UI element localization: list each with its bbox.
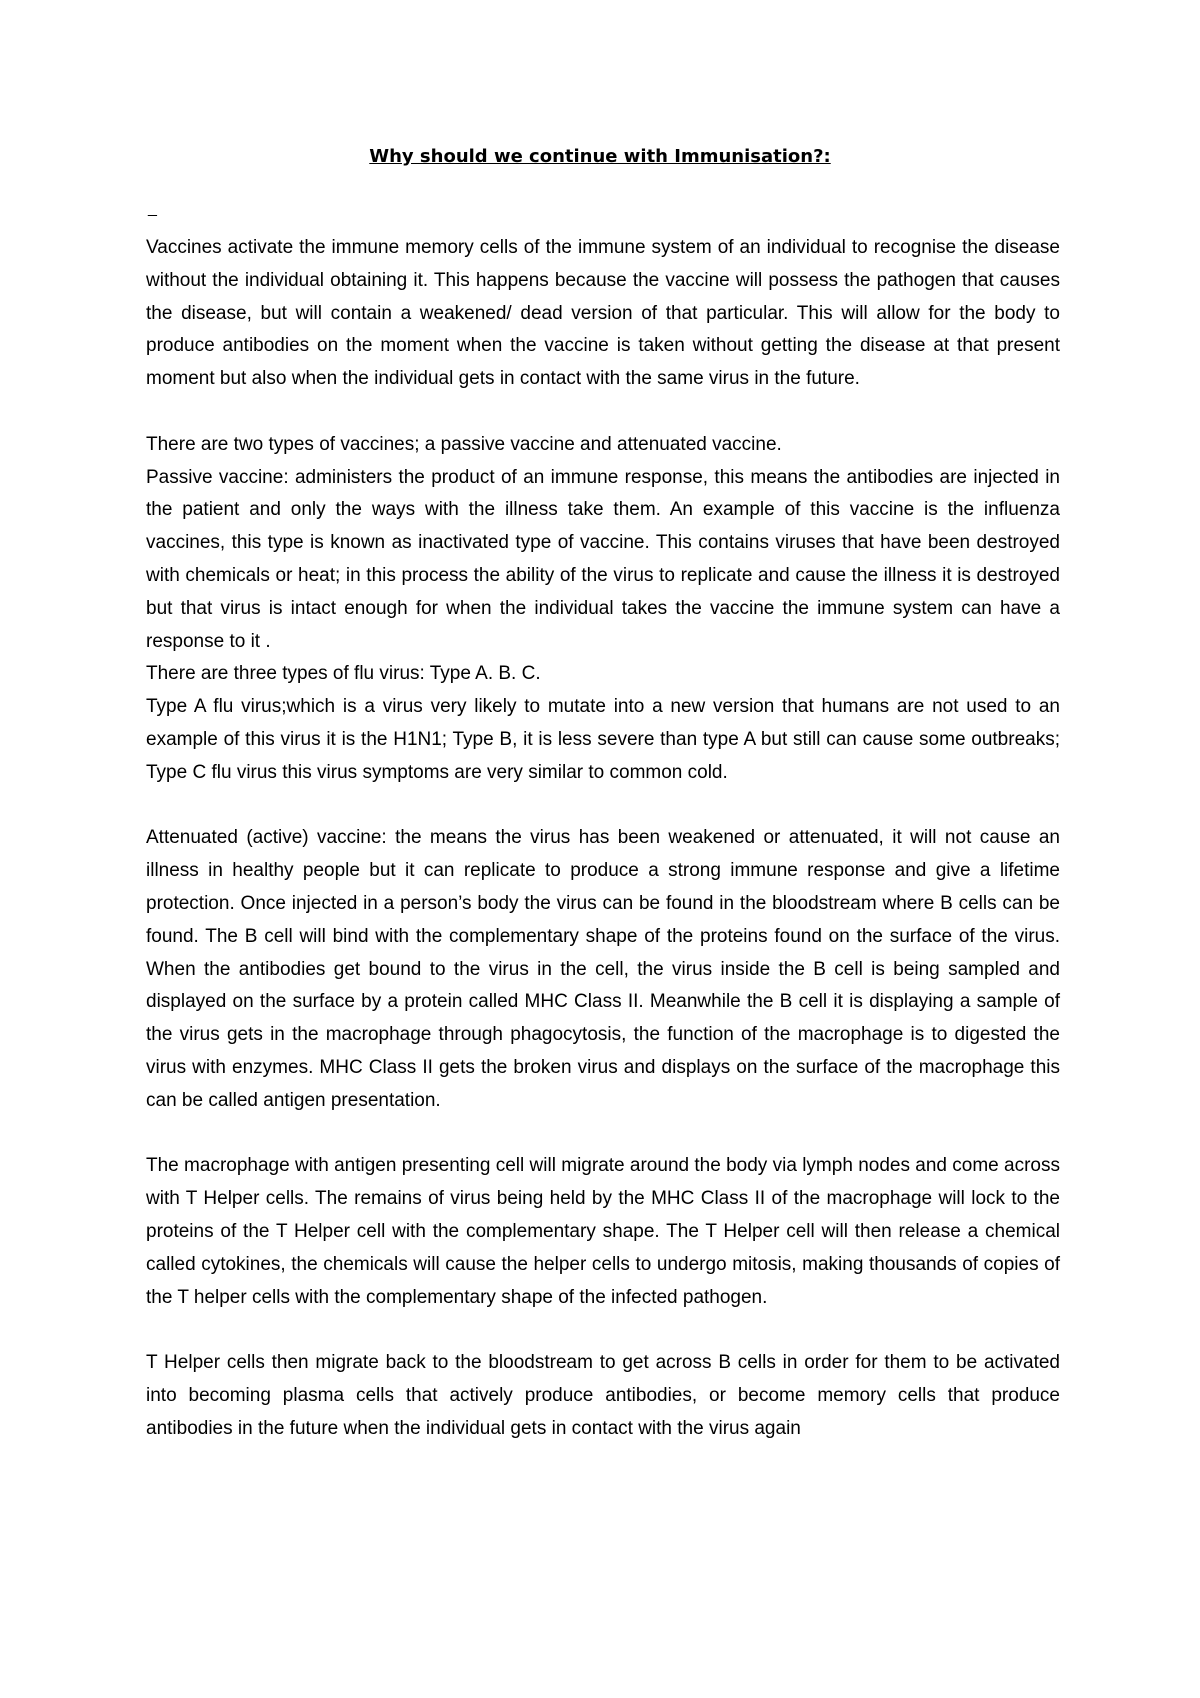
paragraph-gap xyxy=(146,1118,1060,1151)
paragraph-passive-vaccine: Passive vaccine: administers the product of an immune response, this means the antibodies are injected in the patient and only the ways with the illness take them. An example of this vaccine is the influenza vaccines, this type is known as inactivated type of vaccine. This contains viruses that have been destroyed with chemicals or heat; in this process the ability of the virus to replicate and cause the illness it is destroyed but that virus is intact enough for when the individual takes the vaccine the immune system can have a response to it . xyxy=(146,466,1060,652)
paragraph-gap xyxy=(146,790,1060,823)
paragraph-gap xyxy=(146,396,1060,429)
paragraph-attenuated-vaccine: Attenuated (active) vaccine: the means the virus has been weakened or attenuated, it will not cause an illness in healthy people but it can replicate to produce a strong immune response and give a lifetime protection. Once injected in a person’s body the virus can be found in the bloodstream where B cells can be found. The B cell will bind with the complementary shape of the proteins found on the surface of the virus. When the antibodies get bound to the virus in the cell, the virus inside the B cell is being sampled and displayed on the surface by a protein called MHC Class II. Meanwhile the B cell it is displaying a sample of the virus gets in the macrophage through phagocytosis, the function of the macrophage is to digested the virus with enzymes. MHC Class II gets the broken virus and displays on the surface of the macrophage this can be called antigen presentation. xyxy=(146,827,1060,1111)
paragraph-vaccine-types: There are two types of vaccines; a passive vaccine and attenuated vaccine. xyxy=(146,433,782,455)
document-title: Why should we continue with Immunisation?: xyxy=(369,146,831,167)
paragraph-gap xyxy=(146,1314,1060,1347)
document-body xyxy=(146,232,1060,1445)
paragraph-macrophage: The macrophage with antigen presenting cell will migrate around the body via lymph nodes and come across with T Helper cells. The remains of virus being held by the MHC Class II of the macrophage will lock to the proteins of the T Helper cell with the complementary shape. The T Helper cell will then release a chemical called cytokines, the chemicals will cause the helper cells to undergo mitosis, making thousands of copies of the T helper cells with the complementary shape of the infected pathogen. xyxy=(146,1155,1060,1308)
paragraph-t-helper: T Helper cells then migrate back to the bloodstream to get across B cells in order for them to be activated into becoming plasma cells that actively produce antibodies, or become memory cells that produce antibodies in the future when the individual gets in contact with the virus again xyxy=(146,1352,1060,1439)
paragraph-flu-types: There are three types of flu virus: Type A. B. C. xyxy=(146,663,541,685)
paragraph-vaccines-intro: Vaccines activate the immune memory cells of the immune system of an individual to recognise the disease without the individual obtaining it. This happens because the vaccine will possess the pathogen that causes the disease, but will contain a weakened/ dead version of that particular. This will allow for the body to produce antibodies on the moment when the vaccine is taken without getting the disease at that present moment but also when the individual gets in contact with the same virus in the future. xyxy=(146,237,1060,390)
paragraph-flu-details: Type A flu virus;which is a virus very likely to mutate into a new version that humans are not used to an example of this virus it is the H1N1; Type B, it is less severe than type A but still can cause some outbreaks; Type C flu virus this virus symptoms are very similar to common cold. xyxy=(146,696,1060,783)
dash-mark: _ xyxy=(148,200,157,217)
